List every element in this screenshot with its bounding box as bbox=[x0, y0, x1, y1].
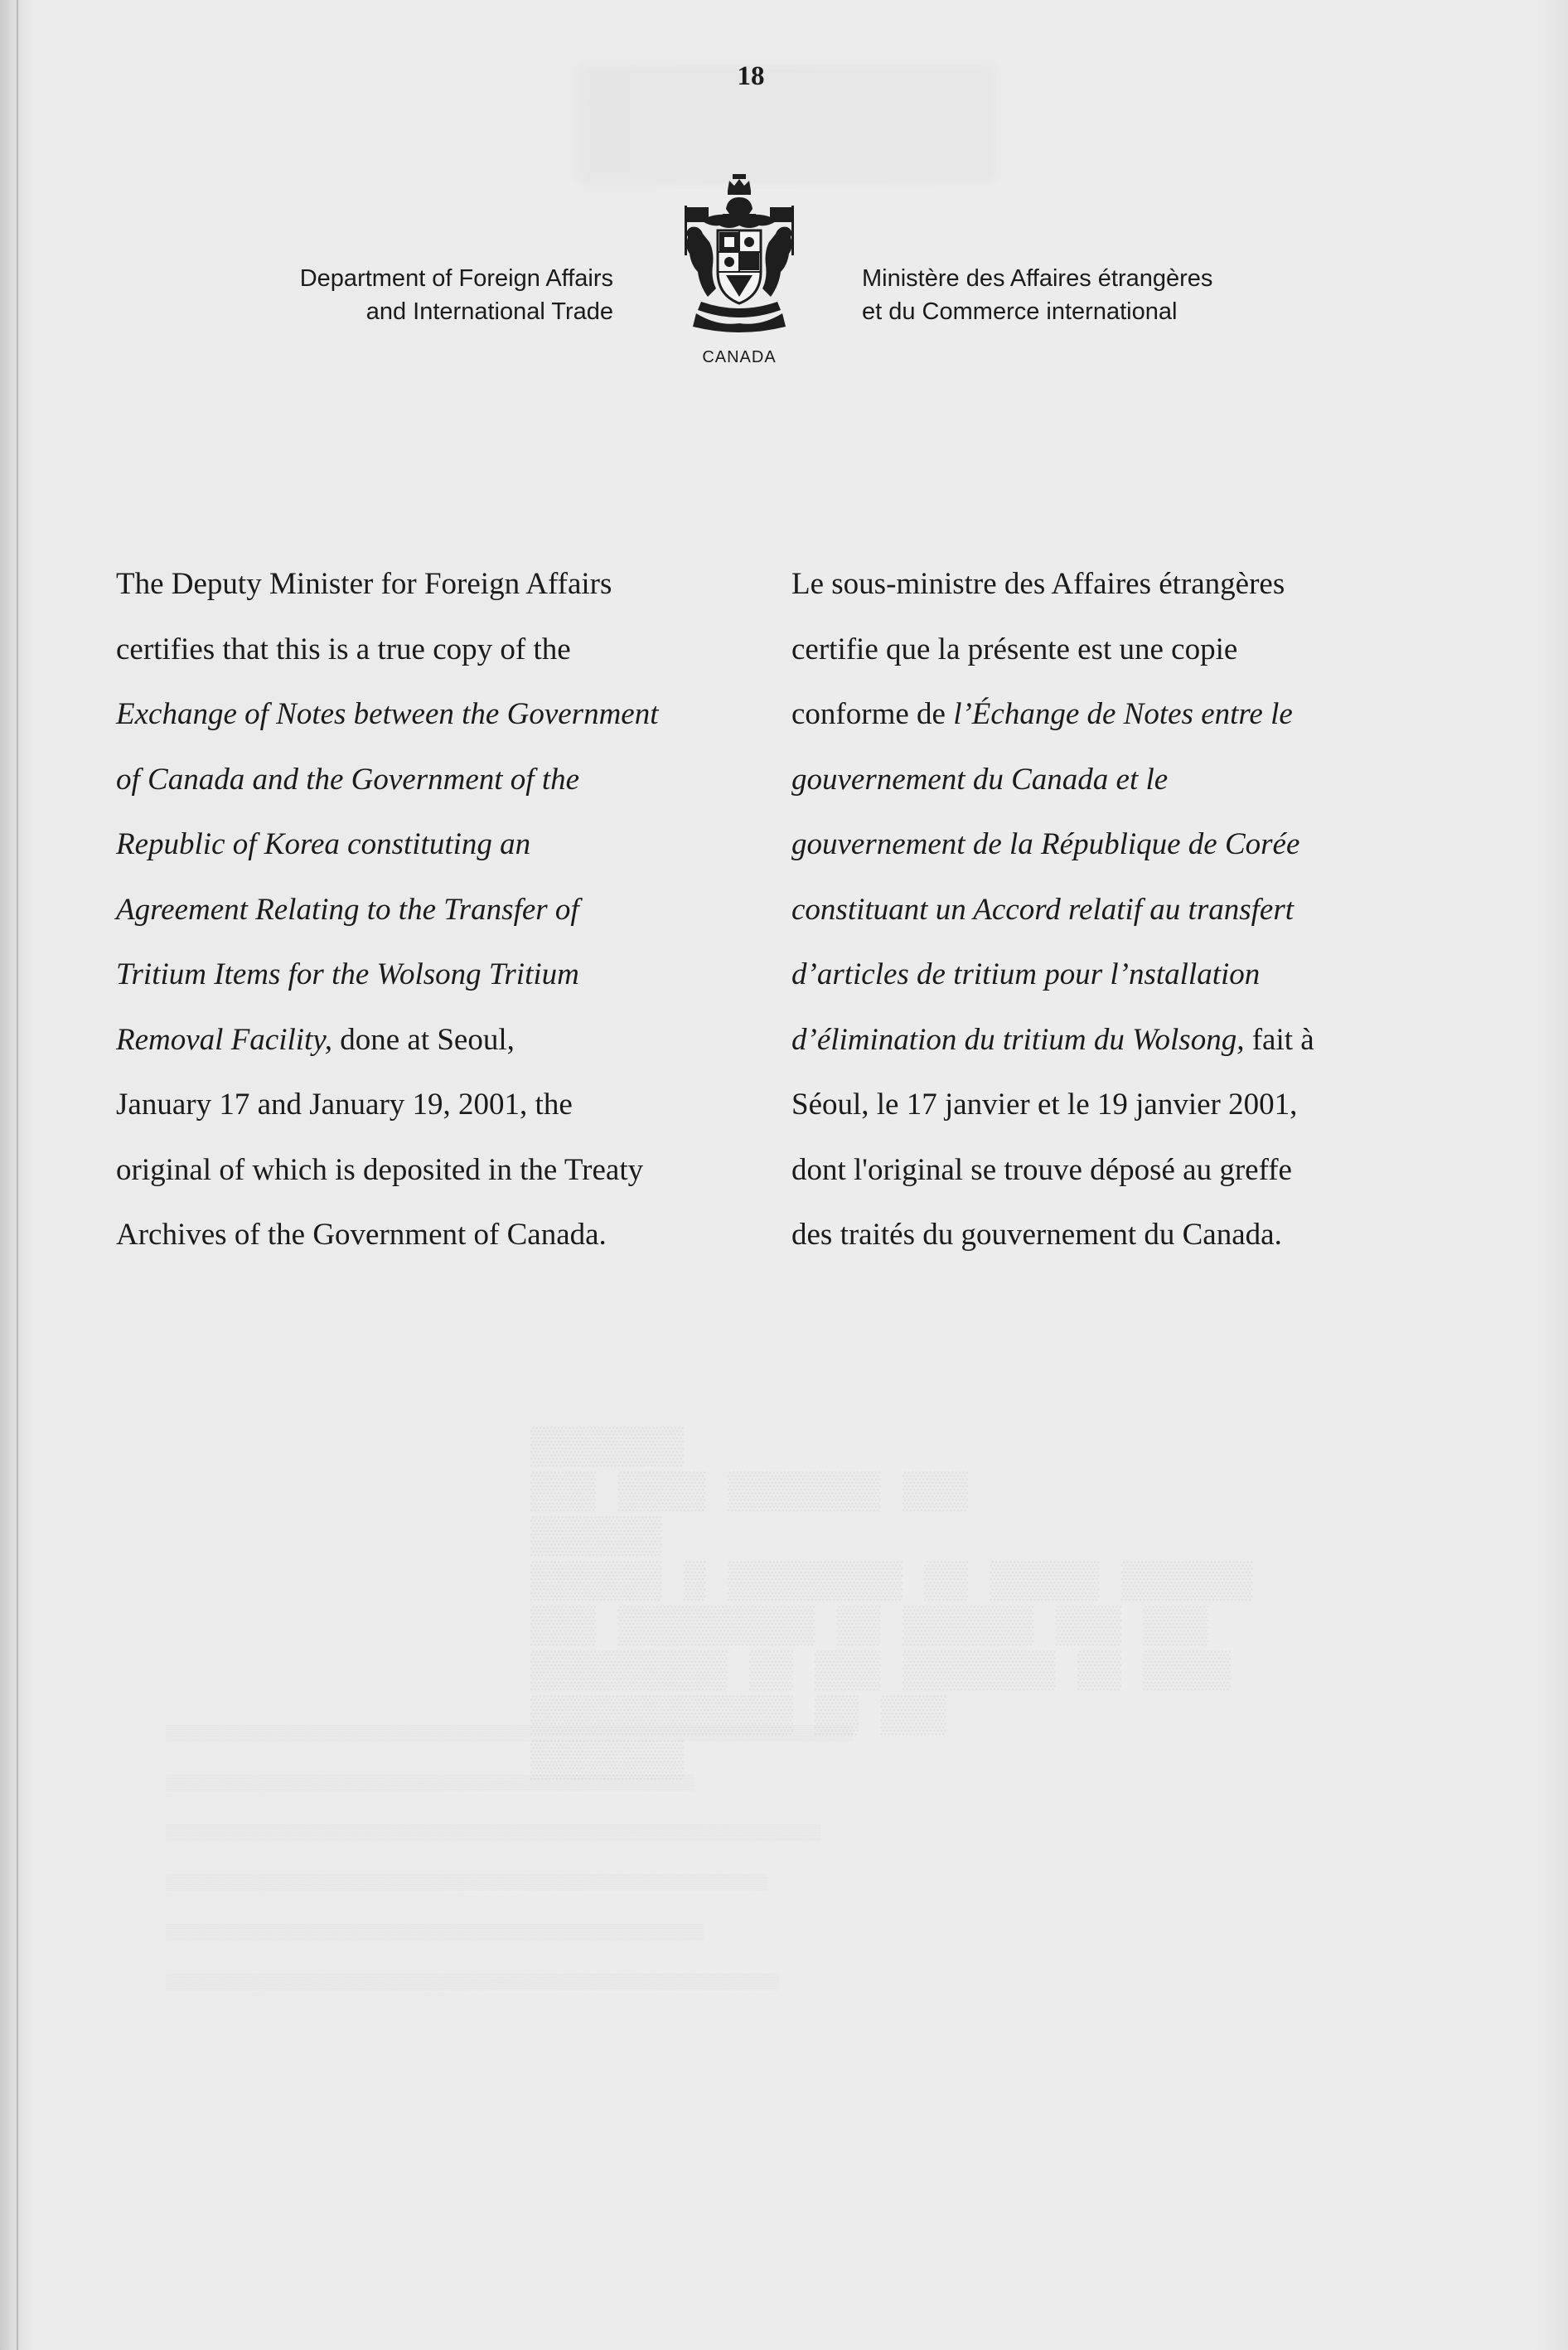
text-line bbox=[116, 878, 762, 943]
agreement-title: Agreement Relating to the Transfer of bbox=[116, 892, 579, 927]
country-label: CANADA bbox=[702, 348, 777, 366]
text-line bbox=[791, 682, 1471, 748]
page-spine-shadow bbox=[17, 0, 18, 2350]
coat-of-arms-of-canada-icon bbox=[676, 172, 802, 338]
text-line bbox=[791, 878, 1471, 943]
text-line bbox=[791, 812, 1471, 878]
agreement-title: gouvernement du Canada et le bbox=[791, 762, 1169, 797]
department-line: Department of Foreign Affairs bbox=[299, 265, 613, 292]
text-line: Archives of the Government of Canada. bbox=[116, 1218, 607, 1252]
department-name-french bbox=[862, 262, 1376, 328]
text-line bbox=[116, 942, 762, 1008]
agreement-title: gouvernement de la République de Corée bbox=[791, 827, 1300, 861]
text-line bbox=[116, 812, 762, 878]
text-line: des traités du gouvernement du Canada. bbox=[791, 1218, 1282, 1252]
certification-french bbox=[791, 552, 1471, 1268]
agreement-title: l’Échange de Notes entre le bbox=[953, 697, 1293, 731]
agreement-title: Tritium Items for the Wolsong Tritium bbox=[116, 957, 579, 991]
text-line bbox=[791, 942, 1471, 1008]
text-line bbox=[116, 682, 762, 748]
text-fragment: done at Seoul, bbox=[332, 1022, 515, 1057]
text-line bbox=[791, 748, 1471, 813]
agreement-title: d’articles de tritium pour l’nstallation bbox=[791, 957, 1261, 991]
page-number: 18 bbox=[737, 61, 765, 91]
show-through-text: ▒▒▒▒▒▒▒ ▒▒▒ ▒▒▒▒ ▒▒▒▒▒▒▒ ▒▒▒ ▒▒▒▒▒▒ ▒▒▒▒▒▒ ▒ ▒▒▒▒▒▒▒▒ ▒▒ ▒▒▒▒▒ ▒▒▒▒▒▒ ▒▒▒ ▒▒▒▒▒▒▒▒▒ ▒▒ ▒▒▒▒▒▒ ▒▒▒ ▒▒▒ ▒▒▒▒▒▒▒▒▒ ▒▒ ▒▒▒ ▒▒▒▒▒▒▒ ▒▒ ▒▒▒▒ ▒▒▒▒▒▒▒▒▒▒▒▒ ▒▒ ▒▒▒ ▒▒▒▒▒▒▒ bbox=[530, 1427, 1253, 1782]
text-line: certifies that this is a true copy of the bbox=[116, 632, 571, 666]
text-line bbox=[116, 748, 762, 813]
text-line: original of which is deposited in the Treaty bbox=[116, 1152, 644, 1187]
agreement-title: Republic of Korea constituting an bbox=[116, 827, 531, 861]
department-line: et du Commerce international bbox=[862, 298, 1178, 325]
agreement-title: Removal Facility, bbox=[116, 1022, 332, 1057]
text-line: dont l'original se trouve déposé au greffe bbox=[791, 1152, 1292, 1187]
text-line bbox=[791, 1008, 1471, 1073]
text-line: The Deputy Minister for Foreign Affairs bbox=[116, 567, 612, 601]
show-through-fine-print bbox=[166, 1708, 1326, 2006]
department-name-english bbox=[182, 262, 613, 328]
text-line: Le sous-ministre des Affaires étrangères bbox=[791, 567, 1285, 601]
text-line: Séoul, le 17 janvier et le 19 janvier 2001, bbox=[791, 1088, 1298, 1122]
text-line bbox=[116, 1008, 762, 1073]
certification-english bbox=[116, 552, 762, 1268]
department-line: and International Trade bbox=[365, 298, 613, 325]
text-fragment: conforme de bbox=[791, 697, 954, 731]
text-line: January 17 and January 19, 2001, the bbox=[116, 1088, 573, 1122]
text-line: certifie que la présente est une copie bbox=[791, 632, 1238, 666]
agreement-title: Exchange of Notes between the Government bbox=[116, 697, 659, 731]
agreement-title: d’élimination du tritium du Wolsong, bbox=[791, 1022, 1245, 1057]
text-fragment: fait à bbox=[1244, 1022, 1314, 1057]
agreement-title: constituant un Accord relatif au transfert bbox=[791, 892, 1295, 927]
agreement-title: of Canada and the Government of the bbox=[116, 762, 580, 797]
department-line: Ministère des Affaires étrangères bbox=[862, 265, 1213, 292]
